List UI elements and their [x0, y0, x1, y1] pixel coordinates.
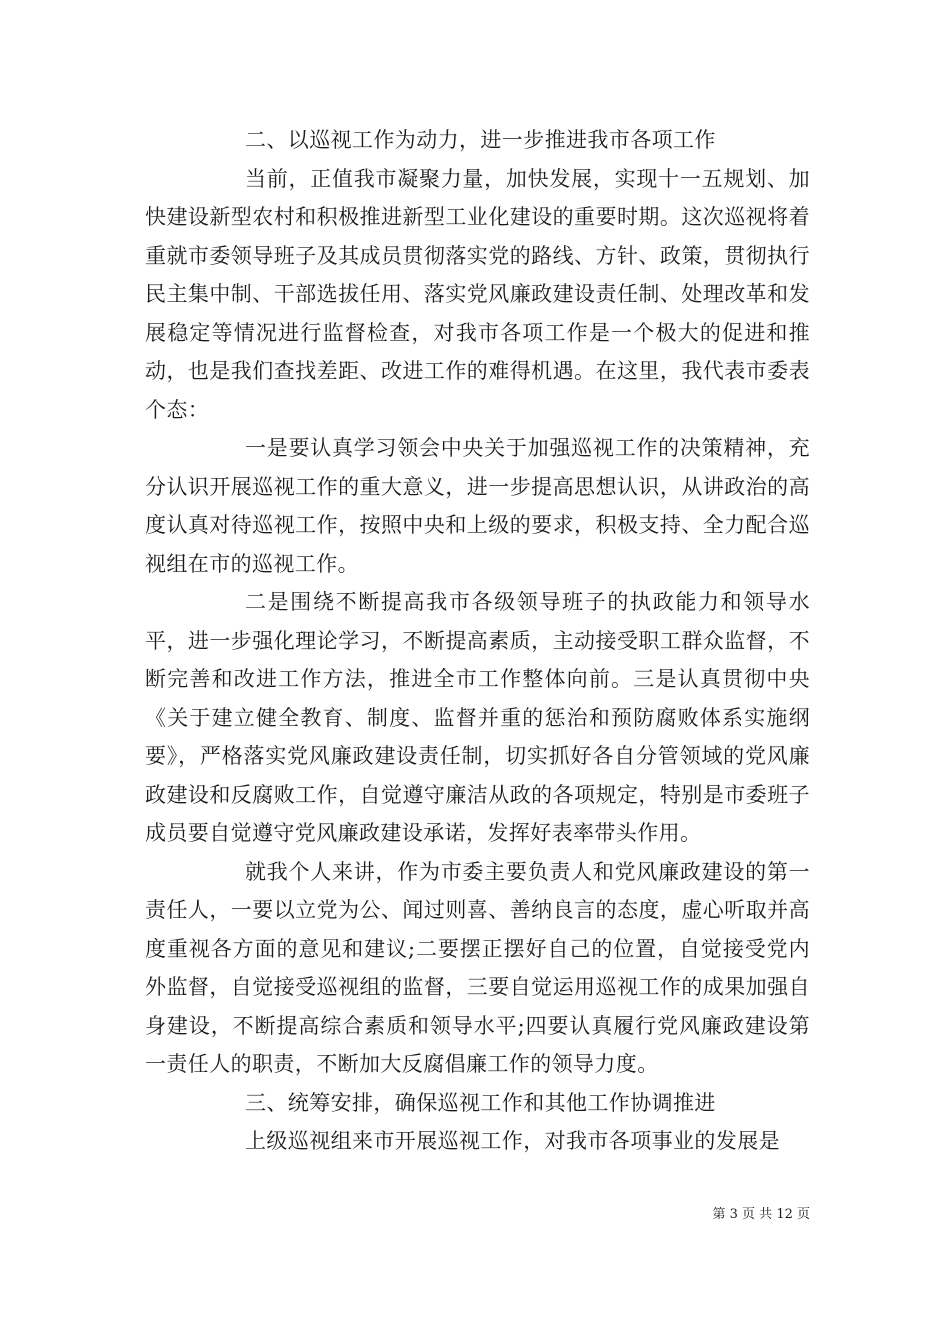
paragraph-current-situation: 当前，正值我市凝聚力量，加快发展，实现十一五规划、加快建设新型农村和积极推进新型工业化建设的重要时期。这次巡视将着重就市委领导班子及其成员贯彻落实党的路线、方针、政策，贯彻执行民主集中制、干部选拔任用、落实党风廉政建设责任制、处理改革和发展稳定等情况进行监督检查，对我市各项工作是一个极大的促进和推动，也是我们查找差距、改进工作的难得机遇。在这里，我代表市委表个态： — [145, 166, 810, 422]
paragraph-personal-statement: 就我个人来讲，作为市委主要负责人和党风廉政建设的第一责任人，一要以立党为公、闻过则喜、善纳良言的态度，虚心听取并高度重视各方面的意见和建议;二要摆正摆好自己的位置，自觉接受党内外监督，自觉接受巡视组的监督，三要自觉运用巡视工作的成果加强自身建设，不断提高综合素质和领导水平;四要认真履行党风廉政建设第一责任人的职责，不断加大反腐倡廉工作的领导力度。 — [145, 859, 810, 1076]
document-body — [145, 121, 810, 1161]
paragraph-point-one: 一是要认真学习领会中央关于加强巡视工作的决策精神，充分认识开展巡视工作的重大意义，进一步提高思想认识，从讲政治的高度认真对待巡视工作，按照中央和上级的要求，积极支持、全力配合巡视组在市的巡视工作。 — [145, 436, 810, 576]
section-heading-2: 二、以巡视工作为动力，进一步推进我市各项工作 — [245, 128, 716, 152]
section-heading-3: 三、统筹安排，确保巡视工作和其他工作协调推进 — [245, 1090, 716, 1115]
paragraph-inspection-intro: 上级巡视组来市开展巡视工作，对我市各项事业的发展是 — [245, 1129, 780, 1153]
page-number-footer: 第 3 页 共 12 页 — [712, 1207, 810, 1222]
paragraph-point-two-three: 二是围绕不断提高我市各级领导班子的执政能力和领导水平，进一步强化理论学习，不断提高素质，主动接受职工群众监督，不断完善和改进工作方法，推进全市工作整体向前。三是认真贯彻中央《关于建立健全教育、制度、监督并重的惩治和预防腐败体系实施纲要》，严格落实党风廉政建设责任制，切实抓好各自分管领域的党风廉政建设和反腐败工作，自觉遵守廉洁从政的各项规定，特别是市委班子成员要自觉遵守党风廉政建设承诺，发挥好表率带头作用。 — [145, 590, 810, 845]
